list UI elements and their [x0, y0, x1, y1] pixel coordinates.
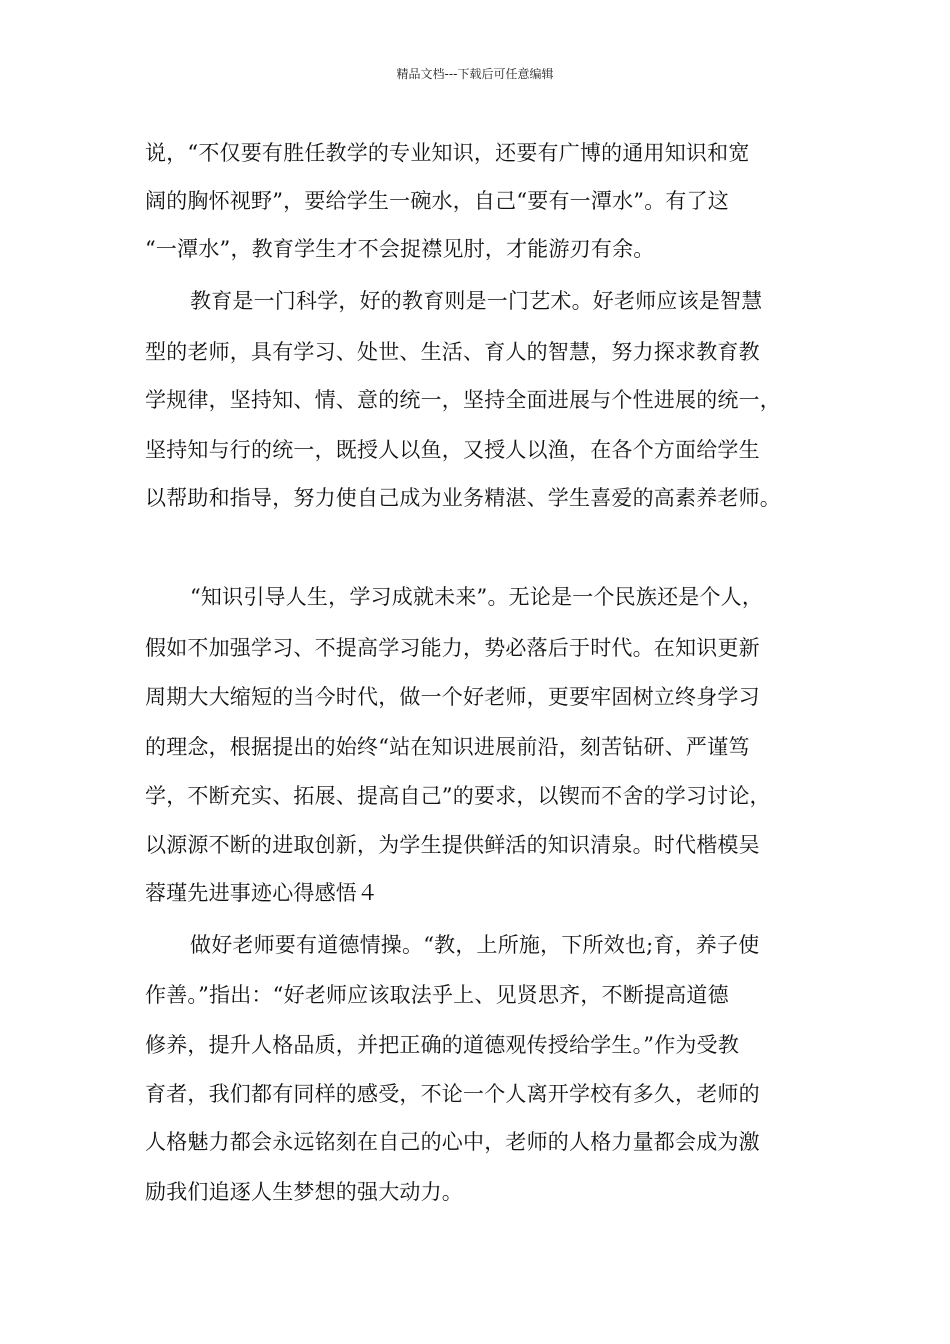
paragraph-line: 学，不断充实、拓展、提高自己”的要求，以锲而不舍的学习讨论， [145, 784, 771, 808]
paragraph-line: 励我们追逐人生梦想的强大动力。 [145, 1180, 463, 1204]
paragraph-line: 修养，提升人格品质，并把正确的道德观传授给学生。”作为受教 [145, 1033, 740, 1057]
paragraph-line: 的理念，根据提出的始终“站在知识进展前沿，刻苦钻研、严谨笃 [145, 735, 750, 759]
paragraph-line: 做好老师要有道德情操。“教，上所施，下所效也;育，养子使 [190, 933, 760, 957]
paragraph-line: 蓉瑾先进事迹心得感悟４ [145, 881, 379, 905]
paragraph-line: 以源源不断的进取创新，为学生提供鲜活的知识清泉。时代楷模吴 [145, 833, 760, 857]
paragraph-line: “一潭水”，教育学生才不会捉襟见肘，才能游刃有余。 [145, 237, 655, 261]
paragraph-line: 学规律，坚持知、情、意的统一，坚持全面进展与个性进展的统一， [145, 388, 781, 412]
paragraph-line: 教育是一门科学，好的教育则是一门艺术。好老师应该是智慧 [190, 289, 763, 313]
paragraph-line: 坚持知与行的统一，既授人以鱼，又授人以渔，在各个方面给学生 [145, 438, 760, 462]
paragraph-line: 作善。”指出：“好老师应该取法乎上、见贤思齐，不断提高道德 [145, 983, 729, 1007]
paragraph-line: “知识引导人生，学习成就未来”。无论是一个民族还是个人， [190, 585, 764, 609]
paragraph-line: 型的老师，具有学习、处世、生活、育人的智慧，努力探求教育教 [145, 340, 760, 364]
paragraph-line: 育者，我们都有同样的感受，不论一个人离开学校有多久，老师的 [145, 1082, 760, 1106]
paragraph-line: 阔的胸怀视野”，要给学生一碗水，自己“要有一潭水”。有了这 [145, 189, 730, 213]
paragraph-line: 假如不加强学习、不提高学习能力，势必落后于时代。在知识更新 [145, 636, 760, 660]
paragraph-line: 说，“不仅要有胜任教学的专业知识，还要有广博的通用知识和宽 [145, 141, 750, 165]
paragraph-line: 周期大大缩短的当今时代，做一个好老师，更要牢固树立终身学习 [145, 685, 760, 709]
page-header: 精品文档---下载后可任意编辑 [396, 67, 554, 81]
paragraph-line: 以帮助和指导，努力使自己成为业务精湛、学生喜爱的高素养老师。 [145, 486, 781, 510]
paragraph-line: 人格魅力都会永远铭刻在自己的心中，老师的人格力量都会成为激 [145, 1130, 760, 1154]
